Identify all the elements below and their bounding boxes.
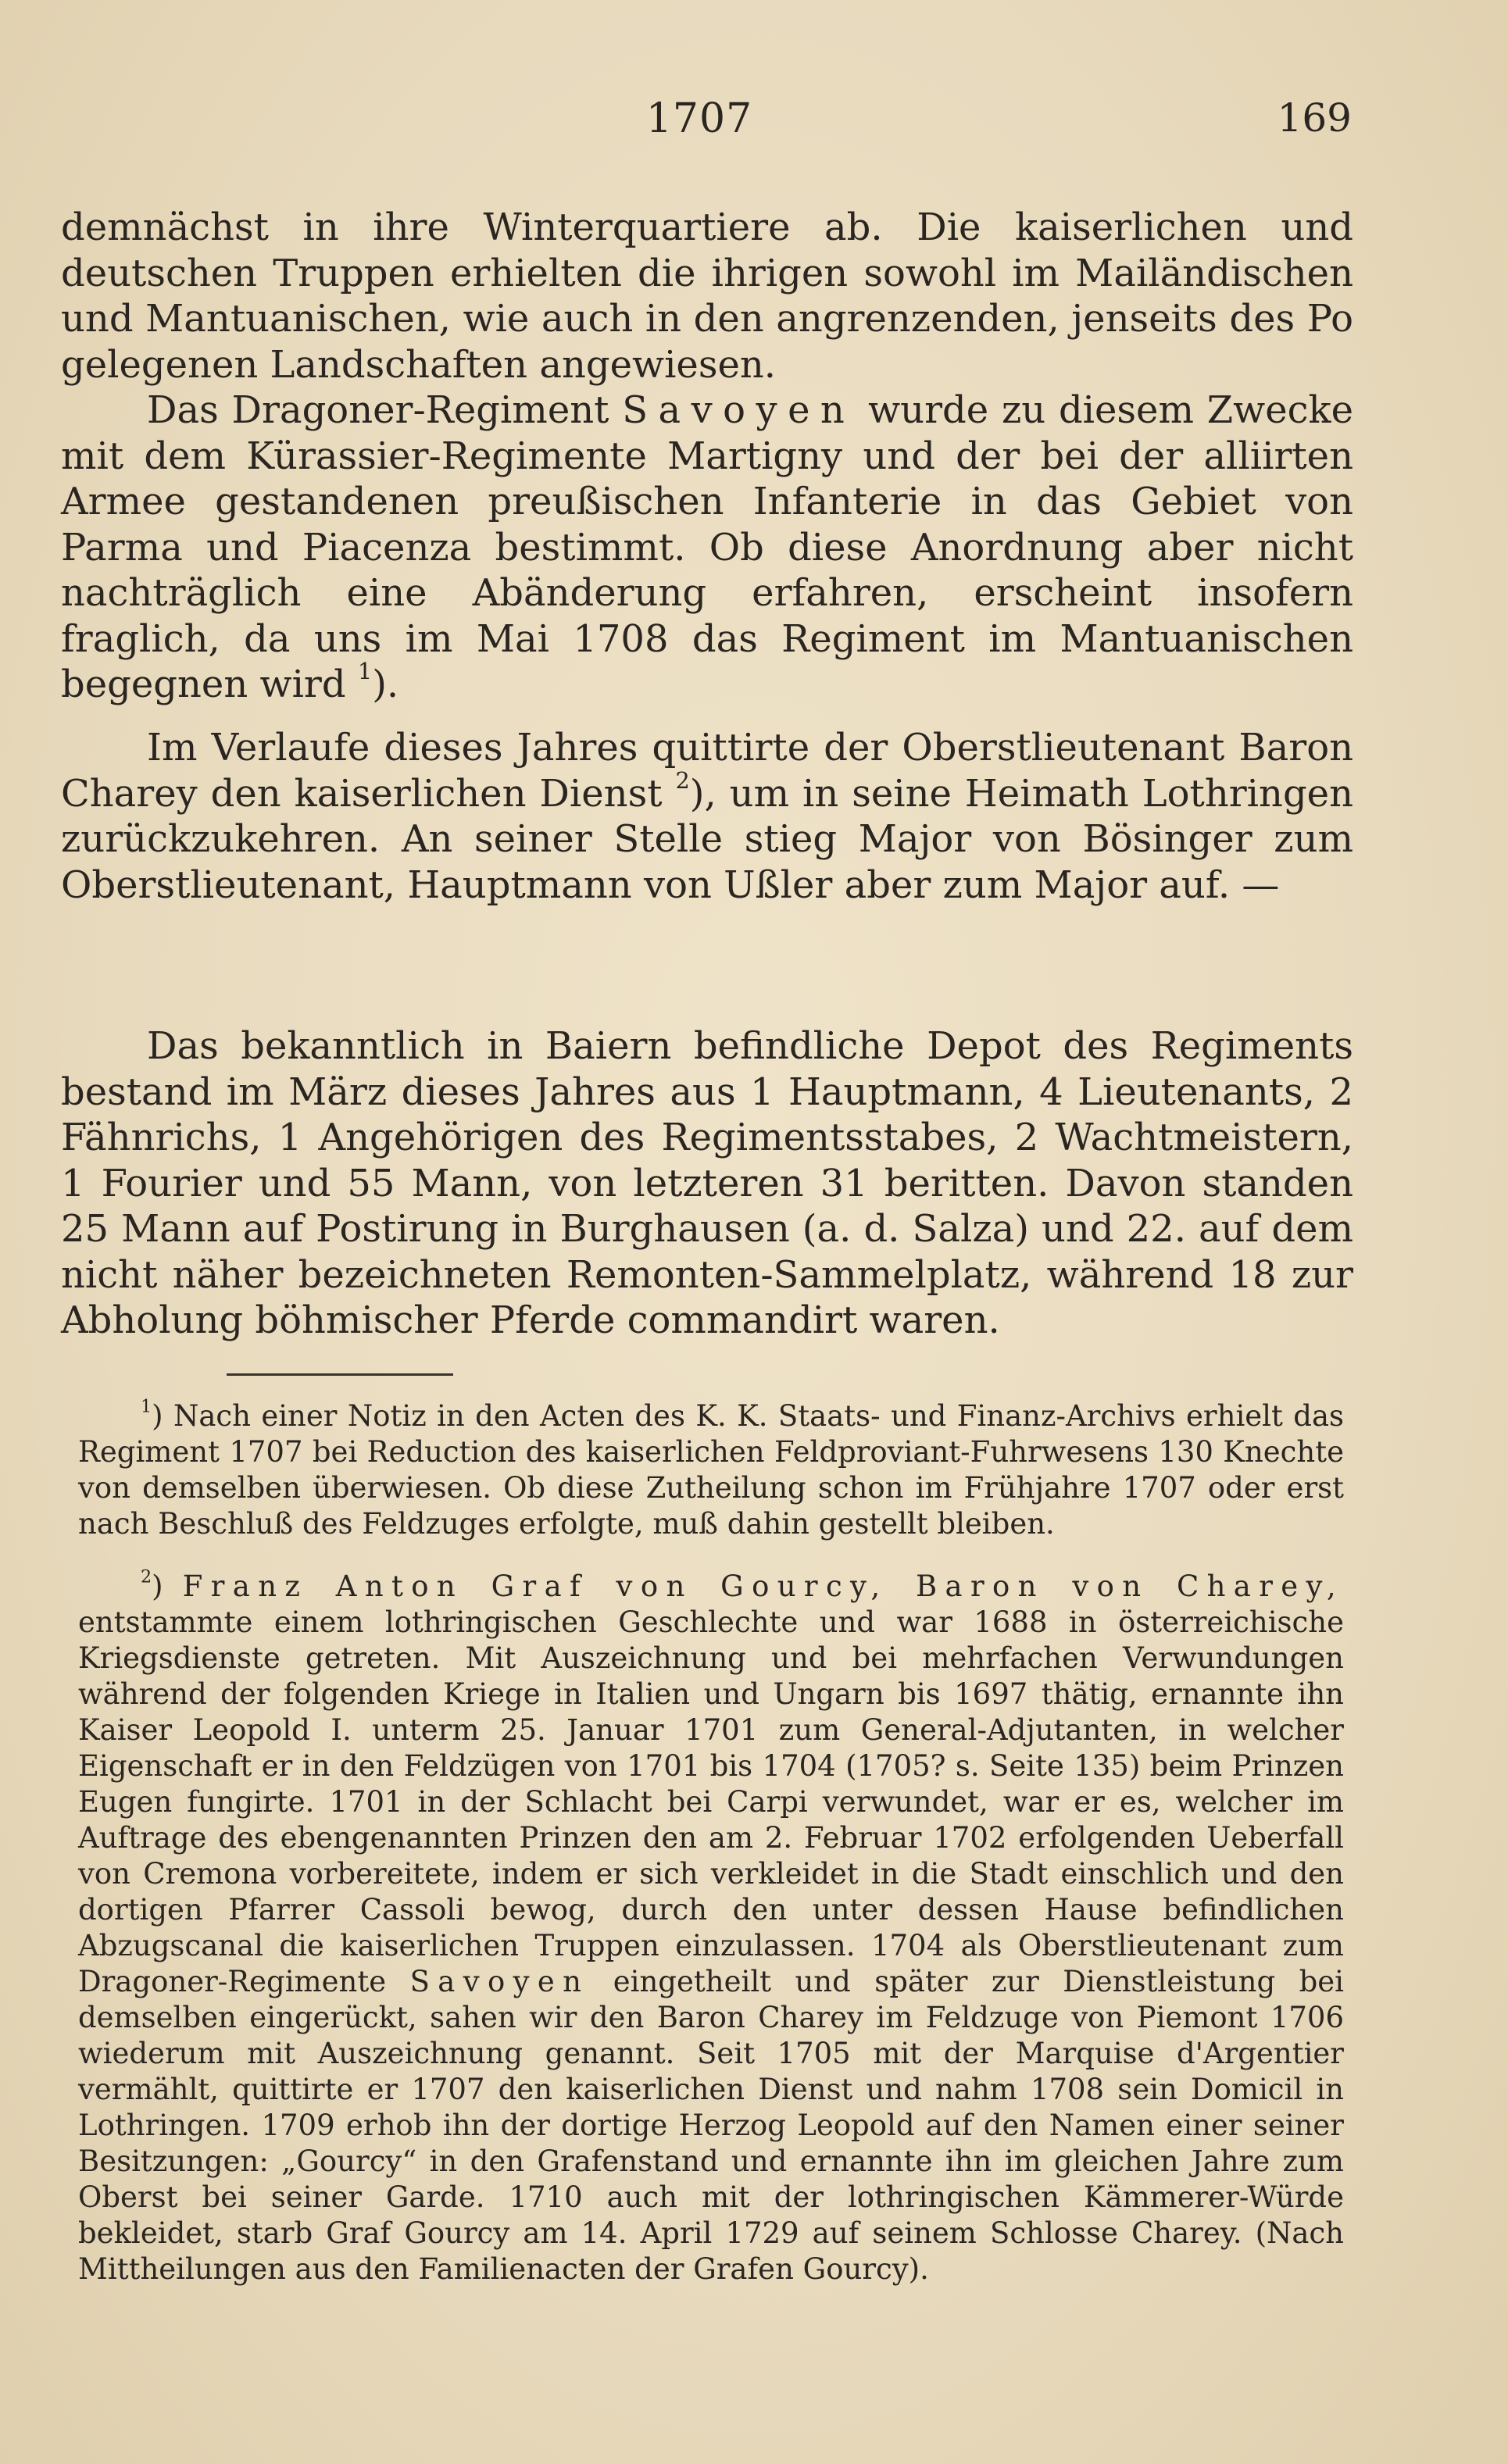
footnote-2-mark: 2 [141, 1566, 152, 1587]
paragraph-3-end: ), um in seine Heimath Lothringen zurückzukehren. An seiner Stelle stieg Major von Bösinger zum Oberstlieutenant, Hauptmann von Ußler aber zum Major auf. — [61, 771, 1353, 907]
main-text-block-3 [61, 1023, 1353, 1344]
main-text-block-2 [61, 725, 1353, 908]
person-name-gourcy: Franz Anton Graf von Gourcy, Baron von Charey, [182, 1569, 1345, 1603]
header-year: 1707 [645, 95, 753, 142]
footnote-ref-1[interactable]: 1 [357, 657, 373, 684]
footnote-1 [78, 1398, 1344, 1542]
paragraph-2-start: Das Dragoner-Regiment [147, 388, 609, 432]
paragraph-3 [61, 725, 1353, 908]
footnote-1-mark: 1 [141, 1396, 152, 1417]
footnote-1-body: ) Nach einer Notiz in den Acten des K. K. Staats- und Finanz-Archivs erhielt das Regiment 1707 bei Reduction des kaiserlichen Feldproviant-Fuhrwesens 130 Knechte von demselben überwiesen. Ob diese Zutheilung schon im Frühjahre 1707 oder erst nach Beschluß des Feldzuges erfolgte, muß dahin gestellt bleiben. [78, 1399, 1344, 1541]
footnote-2-body-1: entstammte einem lothringischen Geschlechte und war 1688 in österreichische Kriegsdienste getreten. Mit Auszeichnung und bei mehrfachen Verwundungen während der folgenden Kriege in Italien und Ungarn bis 1697 thätig, ernannte ihn Kaiser Leopold I. unterm 25. Januar 1701 zum General-Adjutanten, in welcher Eigenschaft er in den Feldzügen von 1701 bis 1704 (1705? s. Seite 135) beim Prinzen Eugen fungirte. 1701 in der Schlacht bei Carpi verwundet, war er es, welcher im Auftrage des ebengenannten Prinzen den am 2. Februar 1702 erfolgenden Ueberfall von Cremona vorbereitete, indem er sich verkleidet in die Stadt einschlich und den dortigen Pfarrer Cassoli bewog, durch den unter dessen Hause befindlichen Abzugscanal die kaiserlichen Truppen einzulassen. 1704 als Oberstlieutenant zum Dragoner-Regimente [78, 1605, 1344, 1998]
main-text-block-1 [61, 205, 1353, 708]
paragraph-3-start: Im Verlaufe dieses Jahres quittirte der Oberstlieutenant Baron Charey den kaiserlichen Dienst [61, 726, 1353, 816]
footnote-2-text [78, 1566, 1345, 2287]
footnote-1-text [78, 1398, 1344, 1542]
footnote-divider [227, 1373, 453, 1376]
paragraph-4: Das bekanntlich in Baiern befindliche Depot des Regiments bestand im März dieses Jahres aus 1 Hauptmann, 4 Lieutenants, 2 Fähnrichs, 1 Angehörigen des Regimentsstabes, 2 Wachtmeistern, 1 Fourier und 55 Mann, von letzteren 31 beritten. Davon standen 25 Mann auf Postirung in Burghausen (a. d. Salza) und 22. auf dem nicht näher bezeichneten Remonten-Sammelplatz, während 18 zur Abholung böhmischer Pferde commandirt waren. [61, 1024, 1353, 1342]
page-number: 169 [1277, 95, 1352, 141]
footnote-ref-2[interactable]: 2 [675, 766, 690, 794]
footnote-2 [78, 1566, 1345, 2287]
footnote-2-paren: ) [152, 1569, 163, 1603]
running-header [0, 95, 1508, 158]
paragraph-2-end: ). [372, 662, 399, 706]
footnote-2-regiment-name: Savoyen [409, 1965, 590, 1998]
paragraph-1: demnächst in ihre Winterquartiere ab. Die kaiserlichen und deutschen Truppen erhielten die ihrigen sowohl im Mailändischen und Mantuanischen, wie auch in den angrenzenden, jenseits des Po gelegenen Landschaften angewiesen. [61, 205, 1353, 387]
paragraph-2-body: wurde zu diesem Zwecke mit dem Kürassier-Regimente Martigny und der bei der alliirten Armee gestandenen preußischen Infanterie in das Gebiet von Parma und Piacenza bestimmt. Ob diese Anordnung aber nicht nachträglich eine Abänderung erfahren, erscheint insofern fraglich, da uns im Mai 1708 das Regiment im Mantuanischen begegnen wird [61, 388, 1353, 706]
paragraph-2 [61, 387, 1353, 708]
regiment-name-savoyen: Savoyen [622, 388, 856, 432]
footnote-2-body-2: eingetheilt und später zur Dienstleistung bei demselben eingerückt, sahen wir den Baron Charey im Feldzuge von Piemont 1706 wiederum mit Auszeichnung genannt. Seit 1705 mit der Marquise d'Argentier vermählt, quittirte er 1707 den kaiserlichen Dienst und nahm 1708 sein Domicil in Lothringen. 1709 erhob ihn der dortige Herzog Leopold auf den Namen einer seiner Besitzungen: „Gourcy“ in den Grafenstand und ernannte ihn im gleichen Jahre zum Oberst bei seiner Garde. 1710 auch mit der lothringischen Kämmerer-Würde bekleidet, starb Graf Gourcy am 14. April 1729 auf seinem Schlosse Charey. (Nach Mittheilungen aus den Familienacten der Grafen Gourcy). [78, 1965, 1344, 2286]
